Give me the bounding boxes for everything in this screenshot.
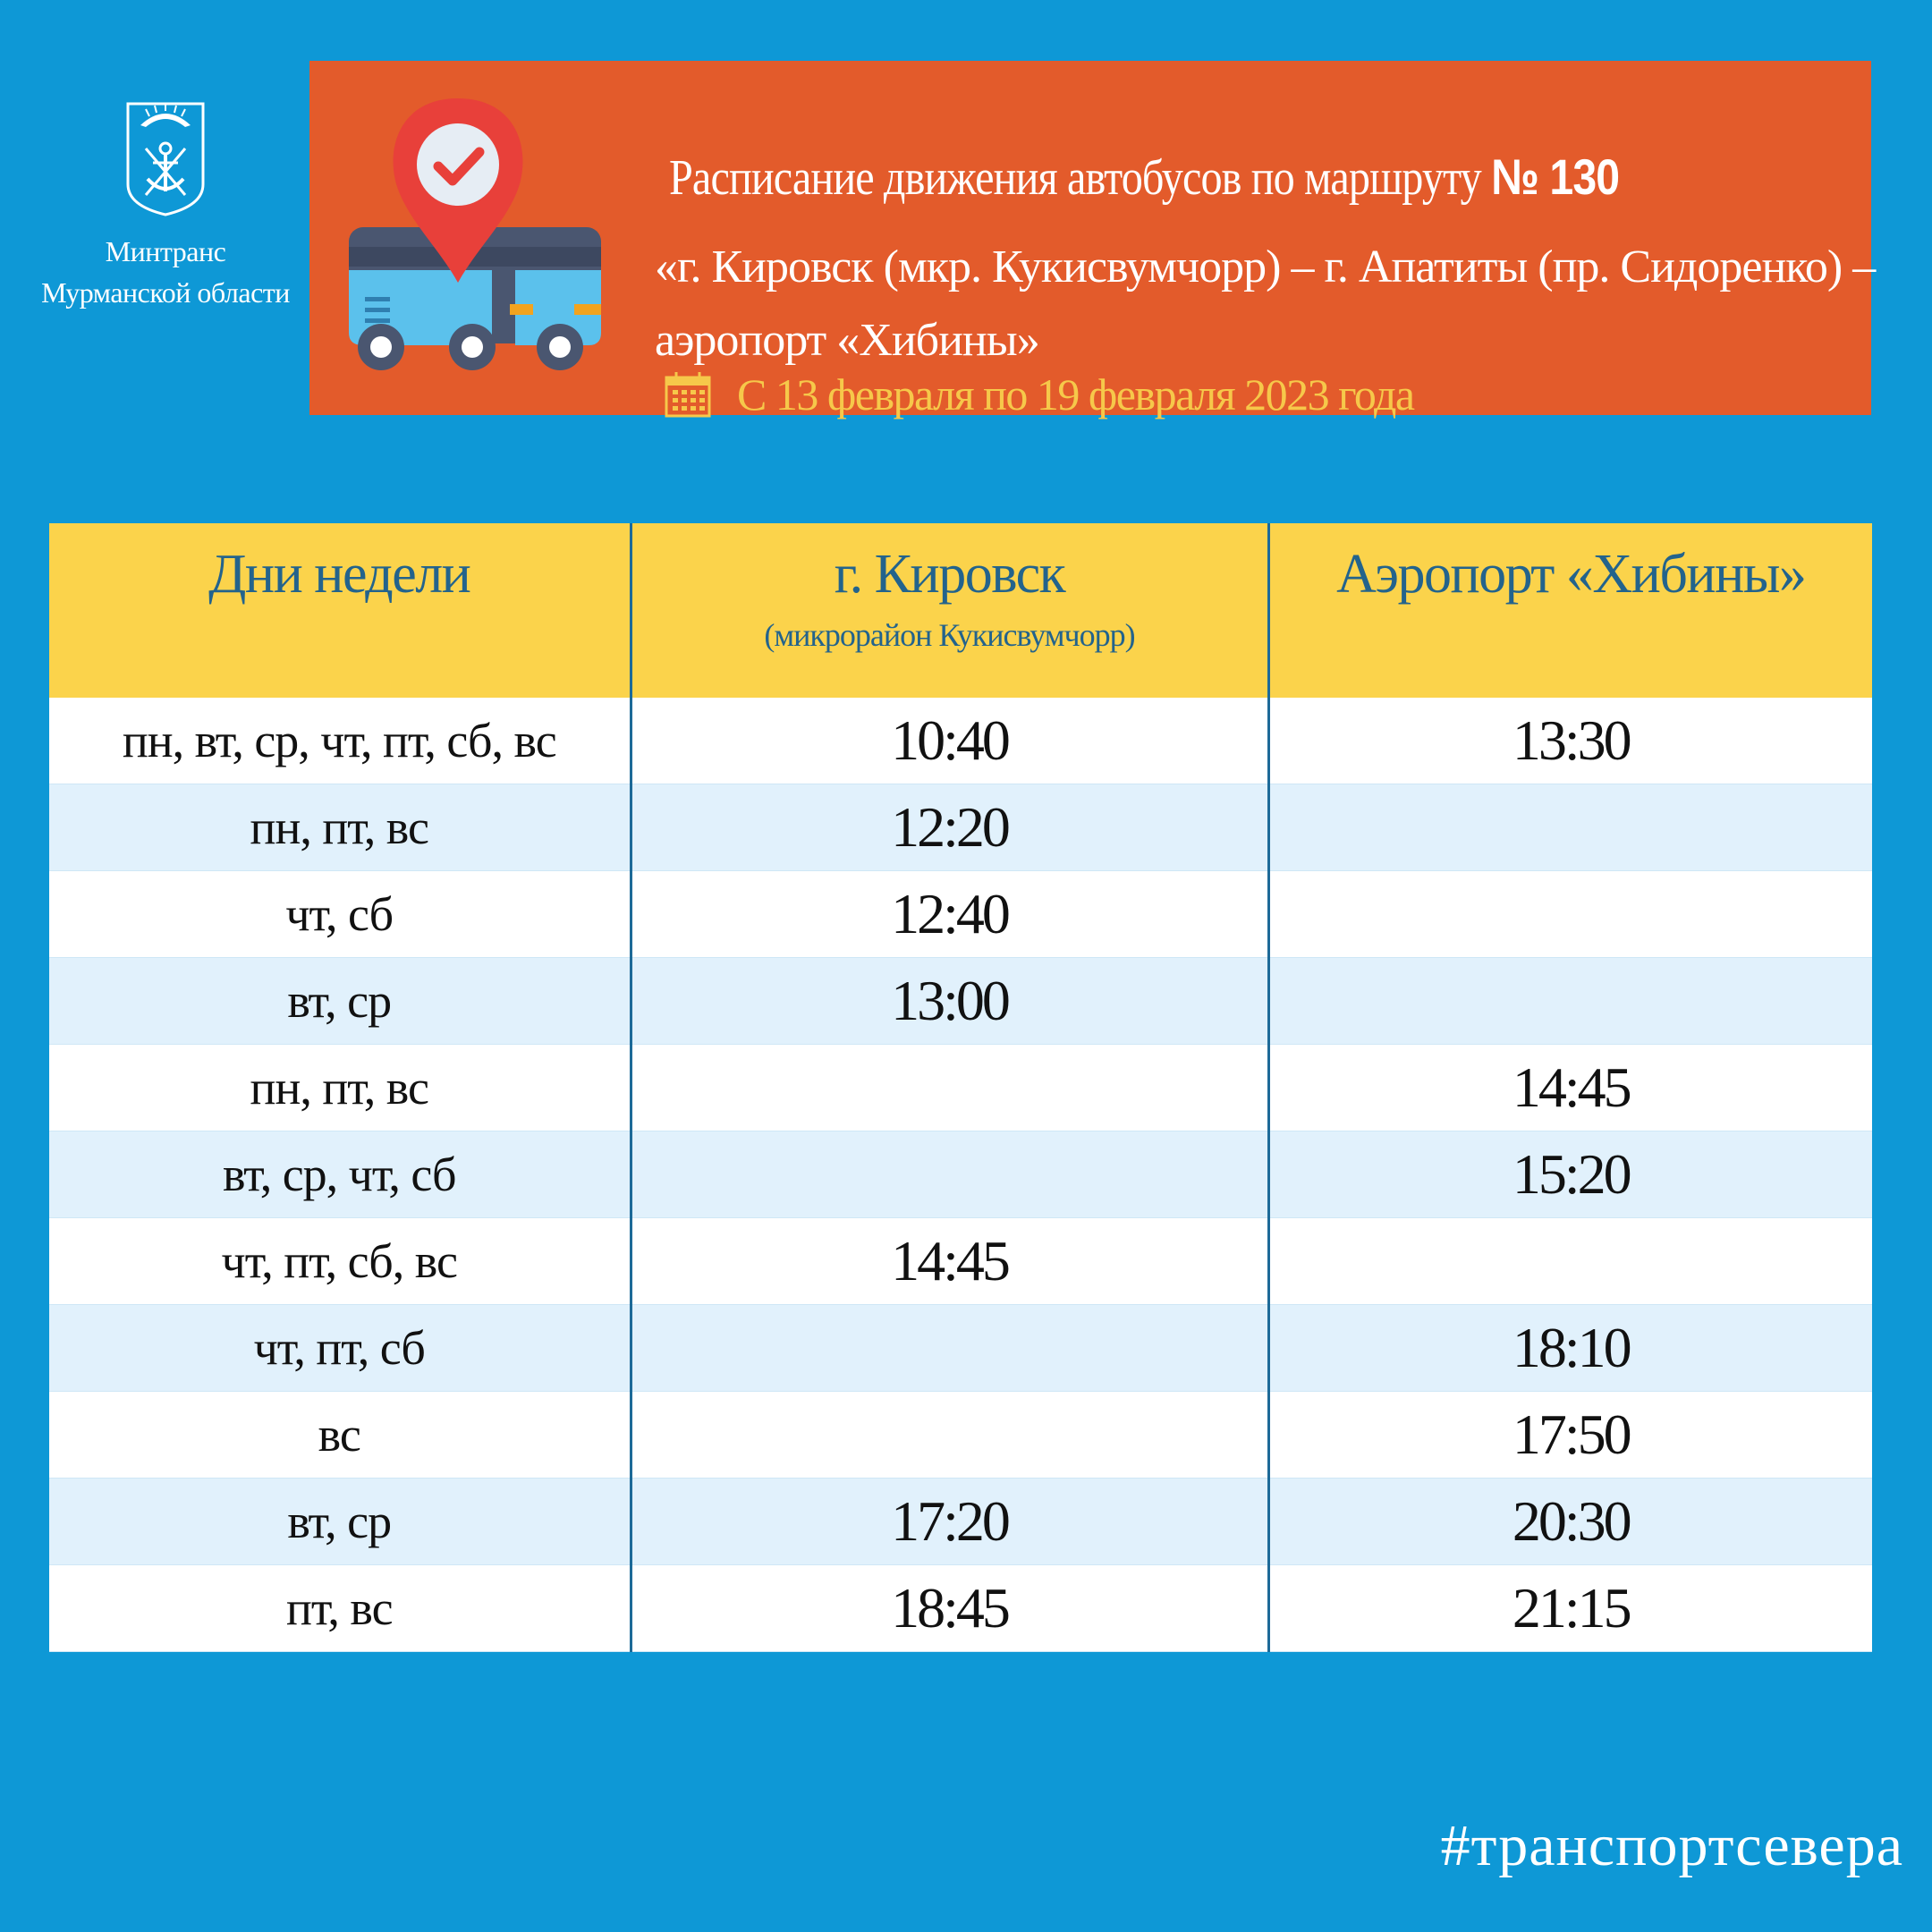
cell-days: вт, ср <box>49 1479 631 1565</box>
cell-kirovsk-time: 17:20 <box>631 1479 1268 1565</box>
cell-airport-time: 20:30 <box>1268 1479 1872 1565</box>
calendar-icon <box>664 370 712 419</box>
table-row <box>49 698 1872 784</box>
cell-airport-time <box>1268 784 1872 871</box>
ministry-logo <box>36 98 295 313</box>
cell-days: чт, пт, сб, вс <box>49 1218 631 1305</box>
hashtag: #транспортсевера <box>1440 1813 1903 1878</box>
schedule-table <box>49 523 1872 1652</box>
table-row <box>49 1218 1872 1305</box>
cell-days: чт, пт, сб <box>49 1305 631 1392</box>
banner-route <box>655 231 1932 377</box>
bus-icon <box>345 95 614 390</box>
logo-line-1: Минтранс <box>105 235 226 267</box>
cell-airport-time <box>1268 958 1872 1045</box>
cell-days: чт, сб <box>49 871 631 958</box>
cell-kirovsk-time <box>631 1131 1268 1218</box>
date-range <box>664 369 1414 420</box>
cell-days: вт, ср <box>49 958 631 1045</box>
cell-airport-time: 21:15 <box>1268 1565 1872 1652</box>
header-kirovsk <box>631 523 1268 698</box>
cell-kirovsk-time: 12:40 <box>631 871 1268 958</box>
table-row <box>49 1305 1872 1392</box>
cell-days: пн, пт, вс <box>49 1045 631 1131</box>
cell-airport-time: 15:20 <box>1268 1131 1872 1218</box>
cell-kirovsk-time: 12:20 <box>631 784 1268 871</box>
table-row <box>49 1392 1872 1479</box>
cell-days: пн, пт, вс <box>49 784 631 871</box>
cell-kirovsk-time: 13:00 <box>631 958 1268 1045</box>
cell-airport-time: 14:45 <box>1268 1045 1872 1131</box>
date-range-text: С 13 февраля по 19 февраля 2023 года <box>737 369 1414 419</box>
logo-caption <box>36 231 295 313</box>
cell-kirovsk-time: 10:40 <box>631 698 1268 784</box>
table-header-row <box>49 523 1872 698</box>
cell-days: пт, вс <box>49 1565 631 1652</box>
cell-kirovsk-time <box>631 1045 1268 1131</box>
cell-airport-time: 17:50 <box>1268 1392 1872 1479</box>
header-banner <box>309 61 1876 419</box>
table-row <box>49 1131 1872 1218</box>
cell-airport-time: 13:30 <box>1268 698 1872 784</box>
route-number: № 130 <box>1491 148 1620 205</box>
banner-title-text: Расписание движения автобусов по маршруту <box>669 150 1481 206</box>
cell-days: вс <box>49 1392 631 1479</box>
cell-airport-time <box>1268 1218 1872 1305</box>
table-row <box>49 1565 1872 1652</box>
table-row <box>49 871 1872 958</box>
route-line-2: аэропорт «Хибины» <box>655 315 1039 366</box>
route-line-1: «г. Кировск (мкр. Кукисвумчорр) – г. Апатиты (пр. Сидоренко) – <box>655 242 1876 292</box>
cell-kirovsk-time: 18:45 <box>631 1565 1268 1652</box>
cell-days: пн, вт, ср, чт, пт, сб, вс <box>49 698 631 784</box>
cell-airport-time: 18:10 <box>1268 1305 1872 1392</box>
table-row <box>49 1479 1872 1565</box>
cell-kirovsk-time <box>631 1305 1268 1392</box>
coat-of-arms-icon <box>123 98 208 218</box>
header-days: Дни недели <box>49 523 631 698</box>
header-airport: Аэропорт «Хибины» <box>1268 523 1872 698</box>
cell-airport-time <box>1268 871 1872 958</box>
cell-days: вт, ср, чт, сб <box>49 1131 631 1218</box>
banner-title <box>669 150 1619 205</box>
table-row <box>49 958 1872 1045</box>
cell-kirovsk-time <box>631 1392 1268 1479</box>
header-kirovsk-title: г. Кировск <box>834 544 1065 605</box>
table-row <box>49 784 1872 871</box>
cell-kirovsk-time: 14:45 <box>631 1218 1268 1305</box>
logo-line-2: Мурманской области <box>41 276 290 309</box>
table-row <box>49 1045 1872 1131</box>
header-kirovsk-subtitle: (микрорайон Кукисвумчорр) <box>764 617 1135 653</box>
